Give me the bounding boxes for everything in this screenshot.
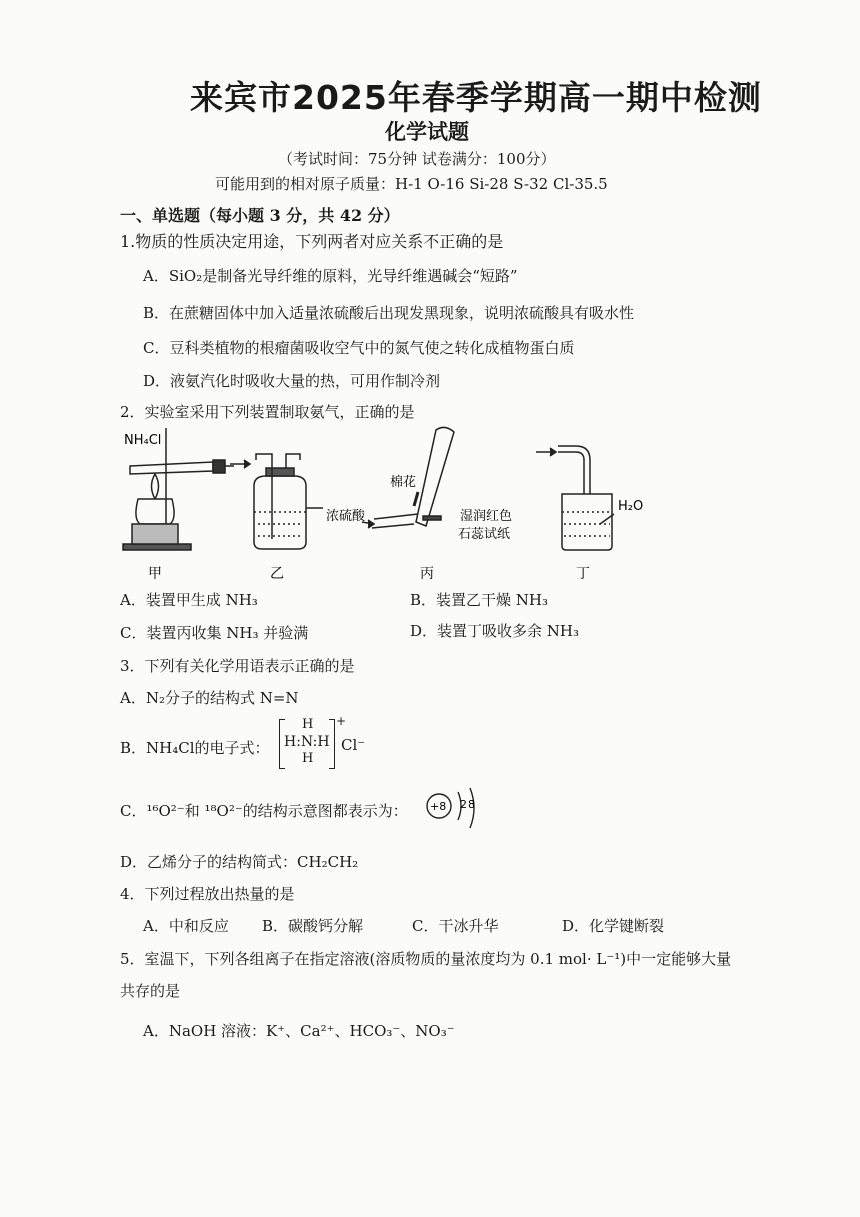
h-n-h: H:N:H (284, 734, 330, 750)
label-bing: 丙 (420, 566, 434, 582)
litmus-paper (423, 516, 441, 520)
apparatus-figure (118, 424, 658, 586)
q4-option-d: D．化学键断裂 (562, 917, 665, 935)
q1-option-a: A．SiO₂是制备光导纤维的原料，光导纤维遇碱会“短路” (143, 267, 518, 285)
plus-charge: + (336, 714, 347, 728)
test-tube-bing (416, 427, 454, 526)
q1-stem: 1.物质的性质决定用途，下列两者对应关系不正确的是 (120, 232, 504, 251)
label-water: H₂O (618, 499, 644, 514)
label-litmus-2: 石蕊试纸 (458, 527, 511, 542)
exam-title: 来宾市2025年春季学期高一期中检测 (190, 78, 762, 117)
label-ding: 丁 (576, 566, 590, 582)
exam-subtitle: 化学试题 (385, 120, 469, 144)
q3-option-c-prefix: C．¹⁶O²⁻和 ¹⁸O²⁻的结构示意图都表示为： (120, 802, 408, 820)
q2-option-d: D．装置丁吸收多余 NH₃ (410, 622, 580, 640)
label-nh4cl: NH₄Cl (124, 433, 162, 448)
h-top: H (302, 717, 314, 732)
stand-base (123, 544, 191, 550)
cotton-plug (414, 492, 418, 506)
q3-option-a: A．N₂分子的结构式 N=N (120, 689, 299, 707)
q4-option-c: C．干冰升华 (412, 917, 499, 935)
q2-stem: 2．实验室采用下列装置制取氨气，正确的是 (120, 403, 415, 421)
q1-option-c: C．豆科类植物的根瘤菌吸收空气中的氮气使之转化成植物蛋白质 (143, 339, 575, 357)
label-conc-acid: 浓硫酸 (326, 509, 366, 524)
q5-option-a: A．NaOH 溶液：K⁺、Ca²⁺、HCO₃⁻、NO₃⁻ (143, 1022, 455, 1040)
beaker (562, 494, 612, 550)
q5-stem-line1: 5．室温下，下列各组离子在指定溶液(溶质物质的量浓度均为 0.1 mol· L⁻¹)中一定能够大量 (120, 950, 732, 968)
q2-option-a: A．装置甲生成 NH₃ (120, 591, 258, 609)
test-tube-jia (130, 462, 213, 474)
q4-option-a: A．中和反应 (143, 917, 229, 935)
flame (152, 474, 159, 499)
q3-stem: 3．下列有关化学用语表示正确的是 (120, 657, 355, 675)
label-litmus-1: 湿润红色 (460, 509, 513, 524)
lamp-block (132, 524, 178, 544)
chloride-ion: Cl⁻ (341, 736, 366, 754)
q3-option-d: D．乙烯分子的结构简式：CH₂CH₂ (120, 853, 359, 871)
h-bottom: H (302, 751, 314, 766)
q2-option-c: C．装置丙收集 NH₃ 并验满 (120, 624, 309, 642)
stopper-jia (213, 460, 225, 473)
electron-formula-nh4 (279, 719, 335, 767)
q4-stem: 4．下列过程放出热量的是 (120, 885, 295, 903)
q1-option-b: B．在蔗糖固体中加入适量浓硫酸后出现发黑现象，说明浓硫酸具有吸水性 (143, 304, 635, 322)
label-jia: 甲 (148, 566, 162, 582)
shell-1-count: 2 (460, 798, 467, 811)
q2-option-b: B．装置乙干燥 NH₃ (410, 591, 549, 609)
nucleus-charge: +8 (430, 800, 447, 813)
q3-option-b-prefix: B．NH₄Cl的电子式： (120, 739, 270, 757)
q5-stem-line2: 共存的是 (120, 982, 181, 1000)
section-title: 一、单选题（每小题 3 分，共 42 分） (120, 206, 400, 225)
shell-2-count: 8 (468, 798, 475, 811)
atomic-mass-line: 可能用到的相对原子质量：H-1 O-16 Si-28 S-32 Cl-35.5 (215, 175, 608, 193)
q1-option-d: D．液氨汽化时吸收大量的热，可用作制冷剂 (143, 372, 441, 390)
alcohol-lamp (136, 499, 174, 524)
label-yi: 乙 (270, 566, 284, 582)
exam-info: （考试时间：75分钟 试卷满分：100分） (278, 150, 556, 168)
q4-option-b: B．碳酸钙分解 (262, 917, 364, 935)
label-cotton: 棉花 (390, 475, 417, 490)
atomic-structure-diagram (424, 786, 484, 834)
